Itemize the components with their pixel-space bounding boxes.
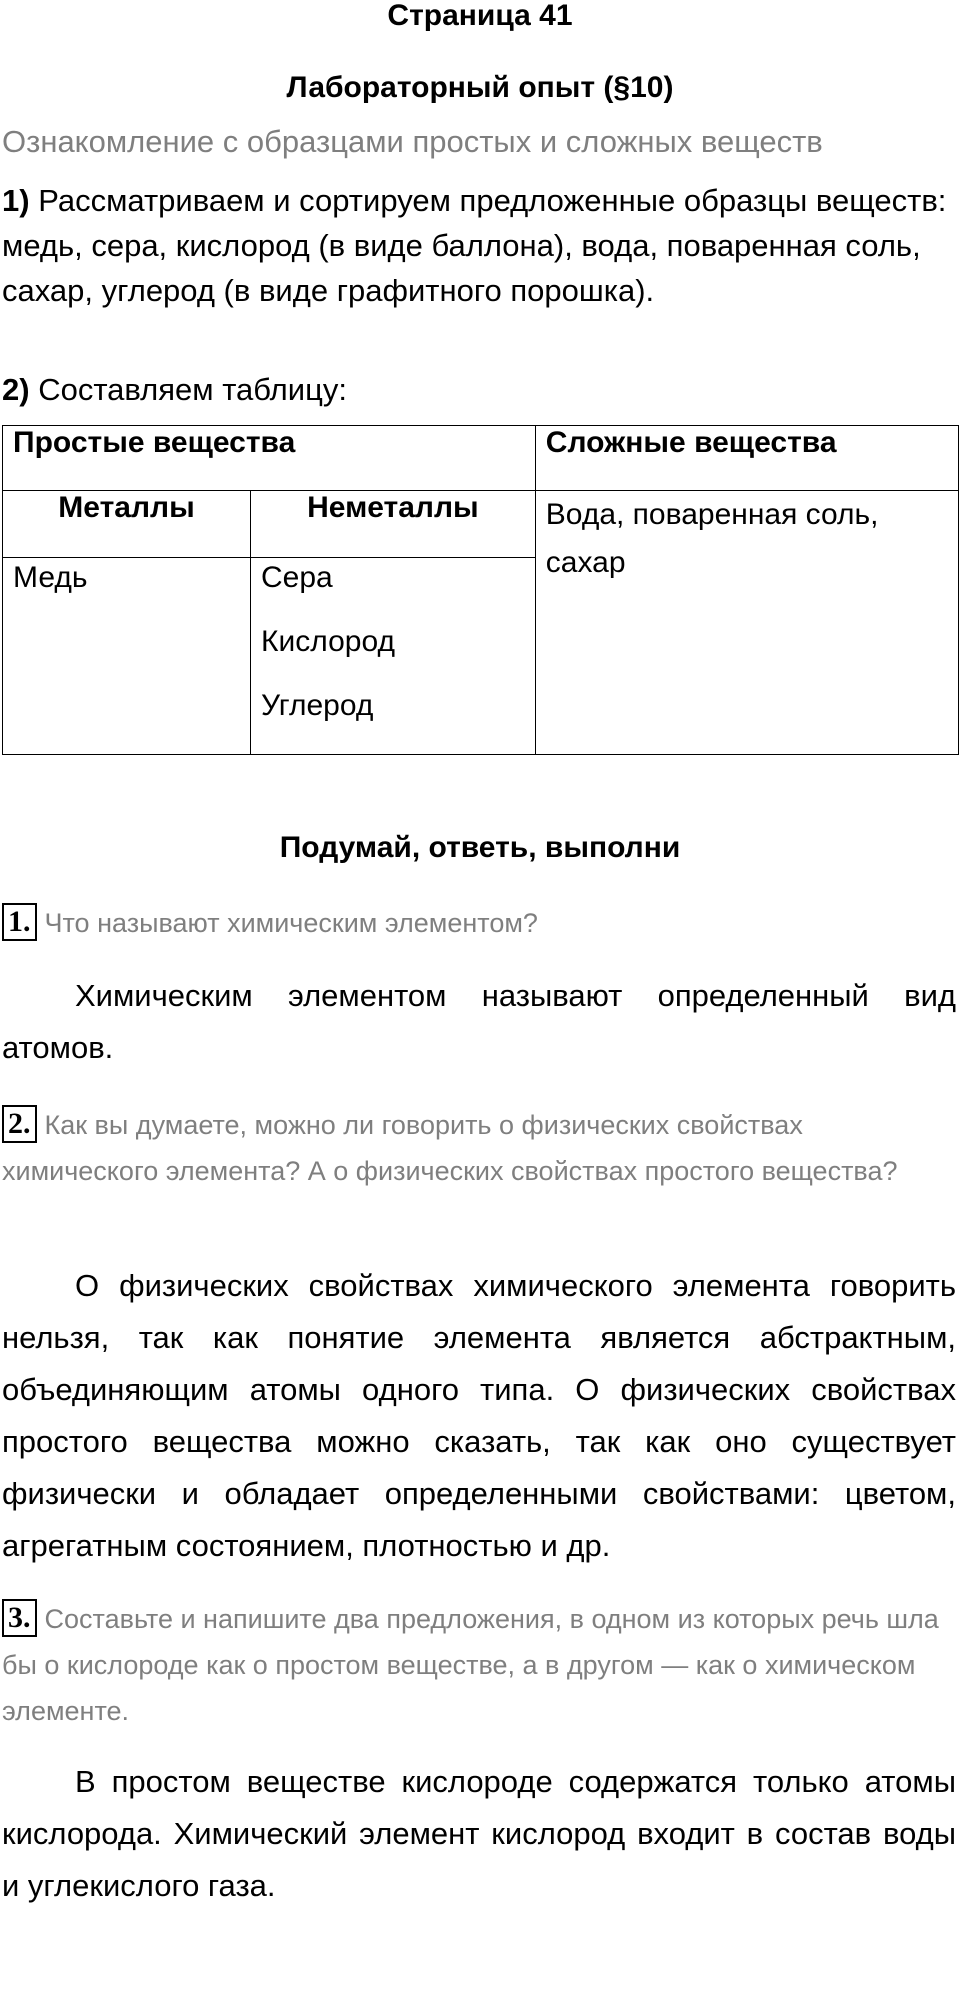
- page-number: Страница 41: [387, 0, 573, 32]
- question-text: Как вы думаете, можно ли говорить о физических свойствах химического элемента? А о физических свойствах простого вещества?: [2, 1110, 898, 1186]
- question-text: Составьте и напишите два предложения, в одном из которых речь шла бы о кислороде как о простом веществе, а в другом — как о химическом элементе.: [2, 1604, 939, 1726]
- question-number-box: 3.: [2, 1599, 37, 1637]
- list-item: Углерод: [261, 689, 374, 722]
- answer-1: Химическим элементом называют определенный вид атомов.: [2, 978, 956, 1065]
- question-text: Что называют химическим элементом?: [44, 908, 538, 938]
- lab-step-1: [2, 178, 952, 313]
- answer-3: В простом веществе кислороде содержатся только атомы кислорода. Химический элемент кислород входит в состав воды и углекислого газа.: [2, 1764, 956, 1903]
- question-1: [2, 900, 956, 946]
- lab-step-2: [2, 370, 952, 410]
- section-title: Подумай, ответь, выполни: [279, 831, 681, 864]
- answer-2: О физических свойствах химического элемента говорить нельзя, так как понятие элемента является абстрактным, объединяющим атомы одного типа. О физических свойствах простого вещества можно сказать, так как оно существует физически и обладает определенными свойствами: цветом, агрегатным состоянием, плотностью и др.: [2, 1268, 956, 1563]
- question-number-box: 1.: [2, 903, 37, 941]
- step-number: 2): [2, 372, 30, 407]
- table-header-row: [3, 426, 959, 491]
- question-3: [2, 1596, 956, 1734]
- step-number: 1): [2, 183, 30, 218]
- cell-complex-substances: Вода, поваренная соль, сахар: [535, 491, 958, 755]
- step-text: Рассматриваем и сортируем предложенные образцы веществ: медь, сера, кислород (в виде баллона), вода, поваренная соль, сахар, углерод (в виде графитного порошка).: [2, 183, 947, 308]
- cell-nonmetals: [251, 558, 536, 755]
- table-subheader-row: [3, 491, 959, 558]
- cell-metals: [3, 558, 251, 755]
- question-2: [2, 1102, 956, 1194]
- list-item: Сера: [261, 561, 333, 594]
- header-simple-substances: Простые вещества: [3, 426, 536, 491]
- header-complex-substances: Сложные вещества: [535, 426, 958, 491]
- list-item: Кислород: [261, 625, 395, 658]
- substances-table: [2, 425, 959, 755]
- lab-title: Лабораторный опыт (§10): [286, 71, 674, 104]
- list-item: Медь: [13, 561, 88, 594]
- header-metals: Металлы: [3, 491, 251, 558]
- step-text: Составляем таблицу:: [29, 372, 347, 407]
- header-nonmetals: Неметаллы: [251, 491, 536, 558]
- lab-subtitle: Ознакомление с образцами простых и сложных веществ: [2, 124, 823, 159]
- question-number-box: 2.: [2, 1105, 37, 1143]
